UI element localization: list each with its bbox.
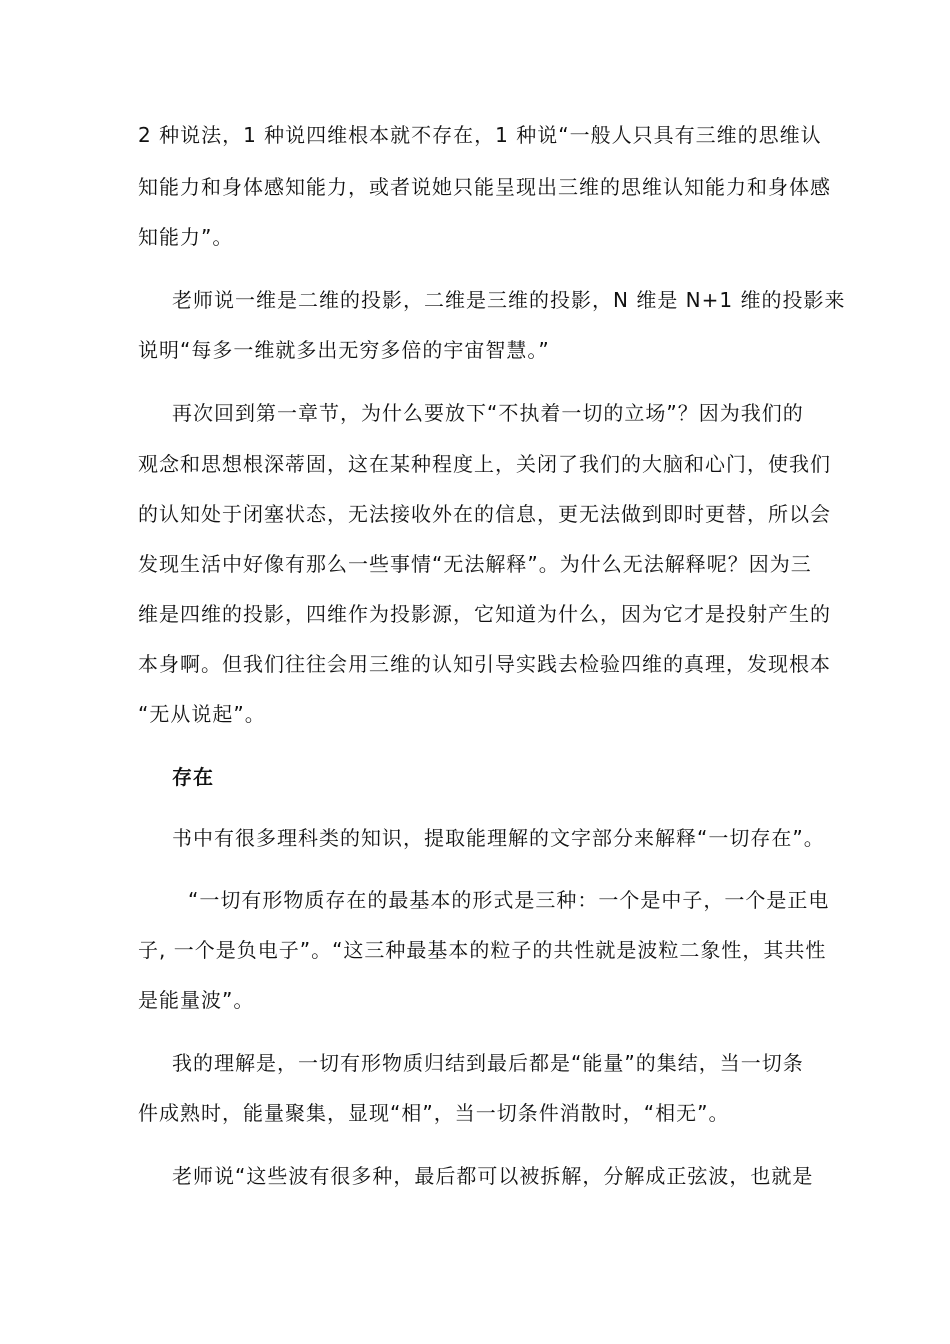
paragraph-line: 知能力”。 [138, 225, 234, 249]
quote-line: 子, 一个是负电子”。“这三种最基本的粒子的共性就是波粒二象性，其共性 [138, 938, 827, 962]
paragraph-line: 维是四维的投影，四维作为投影源，它知道为什么，因为它才是投射产生的 [138, 602, 831, 626]
paragraph-line: 再次回到第一章节，为什么要放下“不执着一切的立场”？因为我们的 [172, 401, 804, 425]
quote-line: 是能量波”。 [138, 988, 255, 1012]
paragraph-line: “无从说起”。 [138, 702, 266, 726]
paragraph-line: 知能力和身体感知能力，或者说她只能呈现出三维的思维认知能力和身体感 [138, 175, 831, 199]
paragraph-line: 观念和思想根深蒂固，这在某种程度上，关闭了我们的大脑和心门，使我们 [138, 452, 831, 476]
quote-line: “一切有形物质存在的最基本的形式是三种：一个是中子，一个是正电 [188, 888, 830, 912]
paragraph-line: 件成熟时，能量聚集，显现“相”，当一切条件消散时，“相无”。 [138, 1101, 730, 1125]
paragraph-line: 的认知处于闭塞状态，无法接收外在的信息，更无法做到即时更替，所以会 [138, 502, 831, 526]
paragraph-line: 本身啊。但我们往往会用三维的认知引导实践去检验四维的真理，发现根本 [138, 652, 831, 676]
section-heading: 存在 [172, 765, 214, 789]
paragraph-line: 老师说一维是二维的投影，二维是三维的投影，N 维是 N+1 维的投影来 [172, 288, 846, 312]
paragraph-line: 2 种说法，1 种说四维根本就不存在，1 种说“一般人只具有三维的思维认 [138, 123, 822, 147]
paragraph-line: 我的理解是，一切有形物质归结到最后都是“能量”的集结，当一切条 [172, 1051, 804, 1075]
paragraph-line: 老师说“这些波有很多种，最后都可以被拆解，分解成正弦波，也就是 [172, 1164, 814, 1188]
paragraph-line: 书中有很多理科类的知识，提取能理解的文字部分来解释“一切存在”。 [172, 826, 825, 850]
paragraph-line: 说明“每多一维就多出无穷多倍的宇宙智慧。” [138, 338, 550, 362]
paragraph-line: 发现生活中好像有那么一些事情“无法解释”。为什么无法解释呢？因为三 [138, 552, 812, 576]
